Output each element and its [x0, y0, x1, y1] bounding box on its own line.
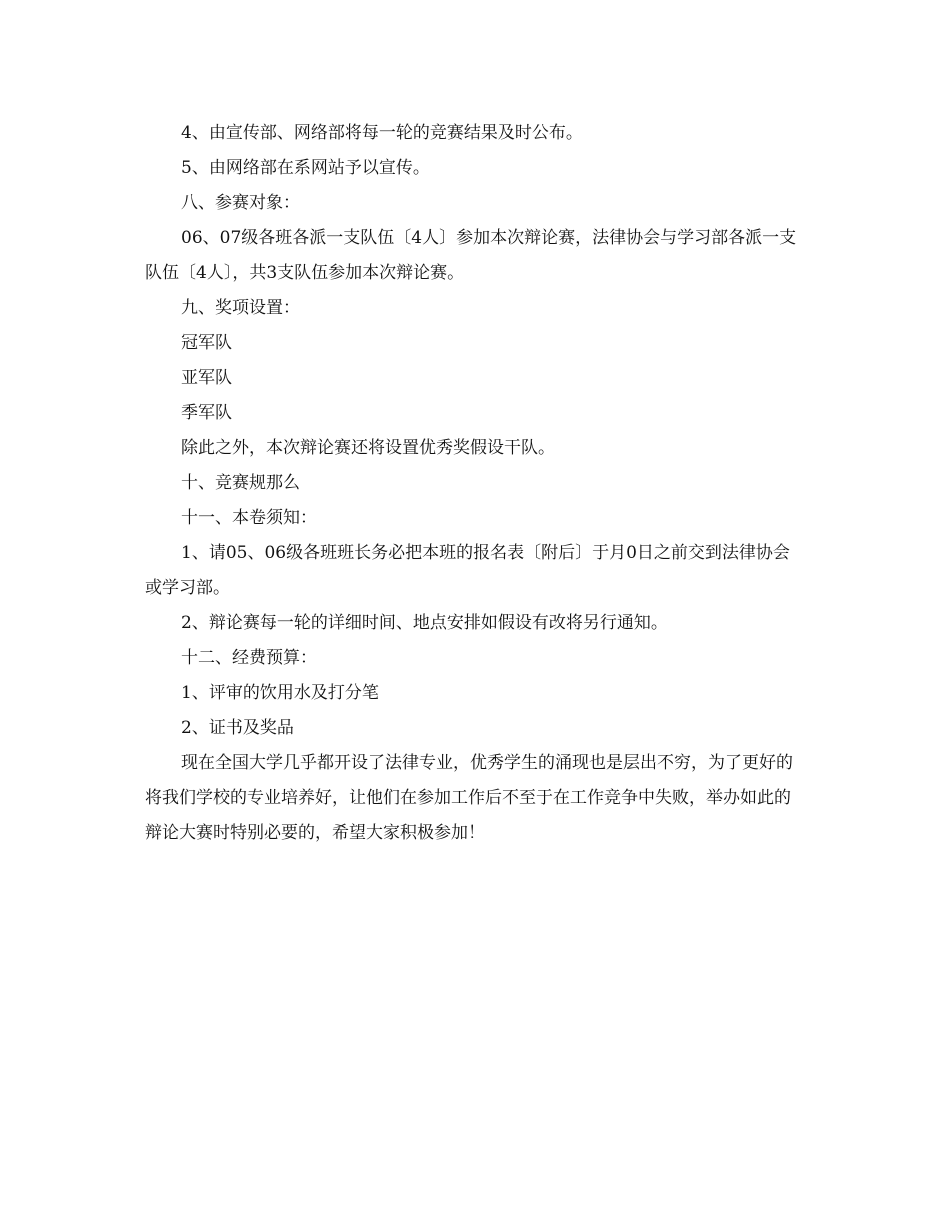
paragraph-conclusion: 现在全国大学几乎都开设了法律专业，优秀学生的涌现也是层出不穷，为了更好的将我们学校的专业培养好，让他们在参加工作后不至于在工作竞争中失败，举办如此的辩论大赛时特别必要的，希望大家积极参加！	[145, 753, 793, 843]
heading-awards: 九、奖项设置：	[181, 298, 300, 318]
budget-item-certificates: 2、证书及奖品	[181, 718, 294, 738]
heading-budget: 十二、经费预算：	[181, 648, 317, 668]
paragraph-participants: 06、07级各班各派一支队伍〔4人〕参加本次辩论赛，法律协会与学习部各派一支队伍〔4人〕，共3支队伍参加本次辩论赛。	[145, 228, 797, 283]
paragraph-website-promotion: 5、由网络部在系网站予以宣传。	[181, 158, 430, 178]
paragraph-schedule-notice: 2、辩论赛每一轮的详细时间、地点安排如假设有改将另行通知。	[181, 613, 668, 633]
heading-rules: 十、竞赛规那么	[181, 473, 300, 493]
document-body	[145, 116, 805, 851]
paragraph-excellence-award: 除此之外，本次辩论赛还将设置优秀奖假设干队。	[181, 438, 555, 458]
heading-participants: 八、参赛对象：	[181, 193, 300, 213]
paragraph-publish-results: 4、由宣传部、网络部将每一轮的竞赛结果及时公布。	[181, 123, 583, 143]
award-runner-up: 亚军队	[181, 368, 232, 388]
award-champion: 冠军队	[181, 333, 232, 353]
budget-item-water-pens: 1、评审的饮用水及打分笔	[181, 683, 379, 703]
heading-notes: 十一、本卷须知：	[181, 508, 317, 528]
paragraph-registration: 1、请05、06级各班班长务必把本班的报名表〔附后〕于月0日之前交到法律协会或学习部。	[145, 543, 790, 598]
award-third-place: 季军队	[181, 403, 232, 423]
